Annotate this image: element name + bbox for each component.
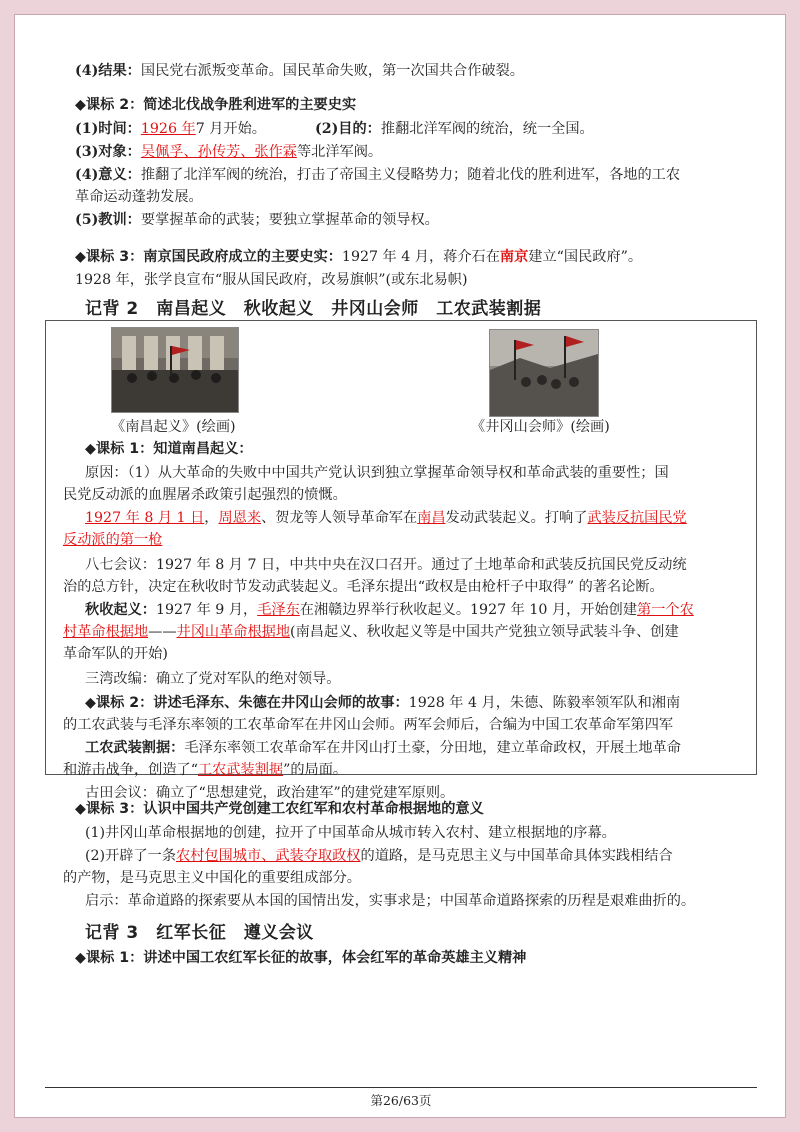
image-1-caption: 《南昌起义》(绘画) [111,419,236,435]
result-line: (4)结果：国民党右派叛变革命。国民革命失败，第一次国共合作破裂。 [75,63,524,79]
time-line: (1)时间：1926 年7 月开始。 [75,121,266,137]
lesson-line: (5)教训：要掌握革命的武装；要独立掌握革命的领导权。 [75,212,439,228]
cause-line-2: 民党反动派的血腥屠杀政策引起强烈的愤慨。 [63,487,347,503]
footer-divider [45,1087,757,1088]
base-line-2: 革命军队的开始) [63,646,168,662]
meeting-line: ◆课标 2：讲述毛泽东、朱德在井冈山会师的故事：1928 年 4 月，朱德、陈毅率领军队和湘南 [85,695,681,711]
nanchang-line: 1927 年 8 月 1 日，周恩来、贺龙等人领导革命军在南昌发动武装起义。打响了武装反抗国民党 [85,510,687,526]
first-shot-line: 反动派的第一枪 [63,532,163,548]
august-seventh-line-2: 治的总方针，决定在秋收时节发动武装起义。毛泽东提出“政权是由枪杆子中取得” 的著名论断。 [63,579,664,595]
armed-split-line-2: 和游击战争，创造了“工农武装割据”的局面。 [63,762,348,778]
meaning-p2: (2)开辟了一条农村包围城市、武装夺取政权的道路，是马克思主义与中国革命具体实践相结合 [85,848,673,864]
section-3-heading: 记背 3 红军长征 遵义会议 [85,923,314,943]
meaning-p1: (1)井冈山革命根据地的创建，拉开了中国革命从城市转入农村、建立根据地的序幕。 [85,825,616,841]
goal-line: (2)目的：推翻北洋军阀的统治，统一全国。 [315,121,594,137]
nanchang-uprising-painting [111,327,239,413]
standard-2-title: ◆课标 2：简述北伐战争胜利进军的主要史实 [75,97,357,113]
base-line: 村革命根据地——井冈山革命根据地(南昌起义、秋收起义等是中国共产党独立领导武装斗争、创建 [63,624,679,640]
standard-3b-title: ◆课标 3：认识中国共产党创建工农红军和农村革命根据地的意义 [75,801,484,817]
sanwan-line: 三湾改编：确立了党对军队的绝对领导。 [85,671,341,687]
meaning-line: (4)意义：推翻了北洋军阀的统治，打击了帝国主义侵略势力；随着北伐的胜利进军，各地的工农 [75,167,681,183]
section-3-standard-1-title: ◆课标 1：讲述中国工农红军长征的故事，体会红军的革命英雄主义精神 [75,950,527,966]
target-line: (3)对象：吴佩孚、孙传芳、张作霖等北洋军阀。 [75,144,383,160]
document-page [14,14,786,1118]
section-2-heading: 记背 2 南昌起义 秋收起义 井冈山会师 工农武装割据 [85,299,542,319]
page-number: 第26/63页 [370,1093,432,1108]
gutian-line: 古田会议：确立了“思想建党，政治建军”的建党建军原则。 [85,785,455,801]
autumn-harvest-line: 秋收起义：1927 年 9 月，毛泽东在湘赣边界举行秋收起义。1927 年 10 月，开始创建第一个农 [85,602,694,618]
august-seventh-line: 八七会议：1927 年 8 月 7 日，中共中央在汉口召开。通过了土地革命和武装反抗国民党反动统 [85,557,687,573]
image-2-caption: 《井冈山会师》(绘画) [471,419,610,435]
cause-line: 原因：（1）从大革命的失败中中国共产党认识到独立掌握革命领导权和革命武装的重要性；国 [85,465,669,481]
section-2-standard-1-title: ◆课标 1：知道南昌起义： [85,441,253,457]
meaning-p2-cont: 的产物，是马克思主义中国化的重要组成部分。 [63,870,361,886]
jinggangshan-meeting-painting [489,329,599,417]
meeting-line-2: 的工农武装与毛泽东率领的工农革命军在井冈山会师。两军会师后，合编为中国工农革命军第四军 [63,717,674,733]
standard-3-line: ◆课标 3：南京国民政府成立的主要史实：1927 年 4 月，蒋介石在南京建立“国民政府”。 [75,249,643,265]
armed-split-line: 工农武装割据：毛泽东率领工农革命军在井冈山打土豪，分田地，建立革命政权，开展土地革命 [85,740,681,756]
standard-3-line-2: 1928 年，张学良宣布“服从国民政府，改易旗帜”(或东北易帜) [75,272,468,288]
meaning-line-2: 革命运动蓬勃发展。 [75,189,203,205]
enlightenment-line: 启示：革命道路的探索要从本国的国情出发，实事求是；中国革命道路探索的历程是艰难曲折的。 [85,893,696,909]
